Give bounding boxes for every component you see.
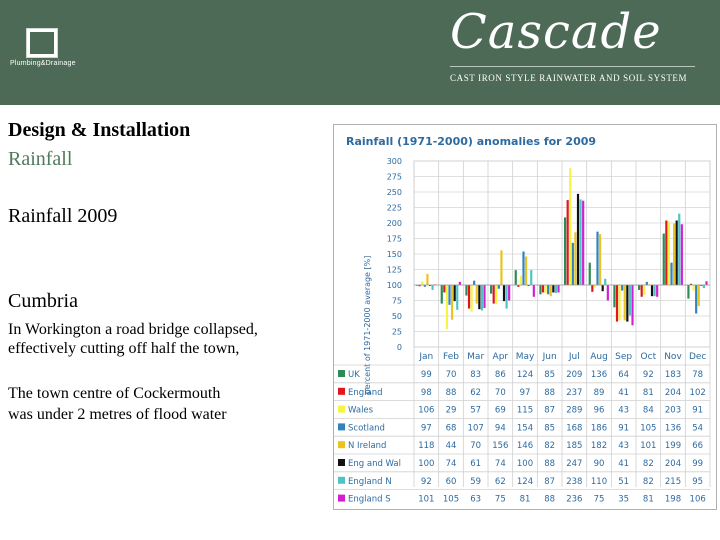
y-tick-label: 25 <box>391 327 402 337</box>
bar <box>421 281 423 285</box>
slide-title: Design & Installation <box>8 119 191 141</box>
table-cell: 75 <box>494 494 506 505</box>
region-heading: Cumbria <box>8 290 78 312</box>
table-cell: 54 <box>692 423 704 434</box>
table-cell: 70 <box>494 387 506 398</box>
y-tick-label: 225 <box>386 203 402 213</box>
y-tick-label: 100 <box>386 281 402 290</box>
table-cell: 81 <box>519 494 531 505</box>
table-cell: 35 <box>618 494 630 505</box>
table-cell: 236 <box>566 494 583 505</box>
legend-swatch <box>338 370 345 377</box>
brand-name: Cascade <box>450 4 662 60</box>
legend-swatch <box>338 406 345 413</box>
bar <box>493 285 495 304</box>
table-cell: 92 <box>642 370 654 380</box>
table-cell: 99 <box>692 459 704 469</box>
bar <box>580 199 582 285</box>
table-cell: 85 <box>544 423 556 434</box>
table-cell: 89 <box>593 387 605 398</box>
x-tick-label: Sep <box>615 352 633 362</box>
bar <box>668 221 670 285</box>
table-cell: 118 <box>418 441 435 452</box>
bar <box>520 276 522 285</box>
table-cell: 154 <box>516 423 534 434</box>
bar <box>522 252 524 285</box>
bar <box>542 285 544 292</box>
table-cell: 146 <box>516 441 534 452</box>
table-cell: 75 <box>593 494 605 505</box>
bar <box>547 285 549 294</box>
bar <box>591 285 593 292</box>
bar <box>670 263 672 285</box>
table-cell: 74 <box>445 459 457 469</box>
table-cell: 41 <box>618 387 630 398</box>
bar <box>468 285 470 309</box>
y-tick-label: 250 <box>386 188 402 197</box>
bar <box>643 285 645 295</box>
slide-subtitle: Rainfall <box>8 148 73 170</box>
bar <box>508 285 510 301</box>
bar <box>567 200 569 285</box>
table-cell: 124 <box>516 476 534 487</box>
bar <box>703 285 705 288</box>
bar <box>621 285 623 291</box>
y-tick-label: 300 <box>386 157 402 166</box>
bar <box>665 221 667 285</box>
legend-label: UK <box>348 370 360 380</box>
legend-label: England S <box>348 494 391 505</box>
bar <box>552 285 554 292</box>
bar <box>577 194 579 285</box>
table-cell: 68 <box>445 423 457 434</box>
y-tick-label: 75 <box>391 296 402 306</box>
bar <box>596 232 598 285</box>
table-cell: 88 <box>544 494 556 505</box>
section-heading: Rainfall 2009 <box>8 205 118 227</box>
legend-swatch <box>338 477 345 484</box>
bar <box>638 285 640 290</box>
table-cell: 124 <box>516 370 534 380</box>
table-cell: 70 <box>470 441 482 452</box>
table-cell: 98 <box>420 387 432 398</box>
table-cell: 203 <box>664 405 682 416</box>
y-tick-label: 125 <box>386 265 402 275</box>
table-cell: 115 <box>516 405 534 416</box>
legend-label: Scotland <box>348 423 385 434</box>
bar <box>564 217 566 285</box>
table-cell: 88 <box>544 459 556 469</box>
bar <box>555 285 557 293</box>
bar <box>456 285 458 310</box>
x-tick-label: Apr <box>492 352 509 362</box>
table-cell: 43 <box>618 405 630 416</box>
bar <box>490 285 492 294</box>
bar <box>663 234 665 285</box>
bar <box>498 285 500 289</box>
y-tick-label: 0 <box>396 343 402 352</box>
bar <box>604 279 606 285</box>
table-cell: 82 <box>642 459 654 469</box>
table-cell: 106 <box>418 405 435 416</box>
bar <box>582 201 584 285</box>
table-cell: 57 <box>470 405 482 416</box>
bar <box>626 285 628 322</box>
bar <box>525 256 527 285</box>
bar <box>656 285 658 297</box>
table-cell: 92 <box>420 476 432 487</box>
bar <box>681 224 683 285</box>
bar <box>478 285 480 309</box>
bar <box>569 168 571 285</box>
table-cell: 106 <box>689 494 706 505</box>
table-cell: 88 <box>544 387 556 398</box>
table-cell: 110 <box>590 476 608 487</box>
bar <box>687 285 689 299</box>
legend-swatch <box>338 459 345 466</box>
legend-swatch <box>338 423 345 430</box>
table-cell: 204 <box>664 459 682 469</box>
bar <box>533 285 535 297</box>
body-line-4: was under 2 metres of flood water <box>8 406 227 423</box>
table-cell: 136 <box>590 370 608 380</box>
body-line-3: The town centre of Cockermouth <box>8 385 221 402</box>
bar <box>654 285 656 296</box>
legend-swatch <box>338 495 345 502</box>
bar <box>631 285 633 325</box>
table-cell: 66 <box>692 441 704 452</box>
x-tick-label: Nov <box>664 352 682 362</box>
table-cell: 204 <box>664 387 682 398</box>
table-cell: 156 <box>492 441 509 452</box>
table-cell: 78 <box>692 370 704 380</box>
x-tick-label: May <box>515 352 535 362</box>
table-cell: 185 <box>566 441 583 452</box>
table-cell: 29 <box>445 405 457 416</box>
table-cell: 168 <box>566 423 583 434</box>
table-cell: 105 <box>640 423 657 434</box>
table-cell: 63 <box>470 494 482 505</box>
bar <box>705 281 707 285</box>
bar <box>572 243 574 285</box>
bar <box>503 285 505 301</box>
bar <box>613 285 615 307</box>
table-cell: 82 <box>544 441 556 452</box>
table-cell: 215 <box>664 476 682 487</box>
table-cell: 237 <box>566 387 583 398</box>
y-tick-label: 275 <box>386 172 402 182</box>
body-line-2: effectively cutting off half the town, <box>8 340 240 357</box>
x-tick-label: Oct <box>640 352 657 362</box>
y-tick-label: 150 <box>386 250 402 259</box>
x-tick-label: Jul <box>568 352 580 362</box>
bar <box>495 285 497 304</box>
bar <box>473 281 475 285</box>
table-cell: 97 <box>519 387 531 398</box>
bar <box>446 285 448 329</box>
table-cell: 182 <box>590 441 608 452</box>
x-tick-label: Dec <box>688 352 707 362</box>
bar <box>646 282 648 285</box>
bar <box>619 285 621 320</box>
legend-label: England <box>348 387 383 398</box>
bar <box>616 285 618 322</box>
bar <box>693 285 695 291</box>
legend-label: N Ireland <box>348 441 387 452</box>
x-tick-label: Jan <box>419 352 434 362</box>
table-cell: 87 <box>544 476 556 487</box>
body-line-1: In Workington a road bridge collapsed, <box>8 321 258 338</box>
chart-title: Rainfall (1971-2000) anomalies for 2009 <box>346 135 597 148</box>
table-cell: 100 <box>418 459 435 469</box>
bar <box>641 285 643 297</box>
bar <box>426 274 428 285</box>
bar <box>515 270 517 285</box>
table-cell: 90 <box>593 459 605 469</box>
bar <box>500 250 502 285</box>
table-cell: 199 <box>664 441 682 452</box>
table-cell: 96 <box>593 405 605 416</box>
y-tick-label: 200 <box>386 219 402 228</box>
table-cell: 62 <box>470 387 482 398</box>
table-cell: 60 <box>445 476 457 487</box>
table-cell: 59 <box>470 476 482 487</box>
legend-label: England N <box>348 476 392 487</box>
y-tick-label: 175 <box>386 234 402 244</box>
bar <box>607 285 609 301</box>
table-cell: 209 <box>566 370 583 380</box>
bar <box>443 285 445 292</box>
table-cell: 101 <box>418 494 435 505</box>
bar <box>441 285 443 304</box>
table-cell: 91 <box>692 405 704 416</box>
bar <box>599 234 601 285</box>
table-cell: 107 <box>467 423 484 434</box>
table-cell: 105 <box>442 494 460 505</box>
bar <box>530 270 532 285</box>
legend-label: Eng and Wal <box>348 459 401 469</box>
table-cell: 41 <box>618 459 630 469</box>
table-cell: 61 <box>470 459 482 469</box>
table-cell: 51 <box>618 476 630 487</box>
table-cell: 247 <box>566 459 583 469</box>
brand-divider <box>450 66 695 67</box>
bar <box>481 285 483 310</box>
table-cell: 88 <box>445 387 457 398</box>
table-cell: 91 <box>618 423 630 434</box>
table-cell: 64 <box>618 370 630 380</box>
table-cell: 74 <box>494 459 506 469</box>
table-cell: 97 <box>420 423 432 434</box>
table-cell: 102 <box>689 387 706 398</box>
table-cell: 43 <box>618 441 630 452</box>
table-cell: 95 <box>692 476 704 487</box>
table-cell: 81 <box>642 494 654 505</box>
x-tick-label: Jun <box>542 352 557 362</box>
table-cell: 198 <box>664 494 682 505</box>
table-cell: 289 <box>566 405 583 416</box>
x-tick-label: Aug <box>590 352 608 362</box>
table-cell: 70 <box>445 370 457 380</box>
rainfall-chart-panel <box>333 124 717 510</box>
header-banner <box>0 0 720 105</box>
bar <box>476 285 478 304</box>
table-cell: 100 <box>516 459 534 469</box>
bar <box>651 285 653 296</box>
table-cell: 44 <box>445 441 457 452</box>
rainfall-anomaly-chart <box>334 125 716 509</box>
bar <box>602 285 604 291</box>
table-cell: 101 <box>640 441 657 452</box>
bar <box>678 214 680 285</box>
bar <box>448 285 450 305</box>
x-tick-label: Mar <box>467 352 485 362</box>
table-cell: 82 <box>642 476 654 487</box>
bar <box>574 232 576 285</box>
bar <box>589 263 591 285</box>
bar <box>483 285 485 308</box>
bar <box>698 285 700 306</box>
x-tick-label: Feb <box>443 352 459 362</box>
bar <box>676 221 678 285</box>
table-cell: 238 <box>566 476 583 487</box>
y-tick-label: 50 <box>391 312 402 321</box>
bar <box>506 285 508 309</box>
logo-sub-text: Plumbing&Drainage <box>10 60 76 67</box>
table-cell: 85 <box>544 370 556 380</box>
table-cell: 99 <box>420 370 432 380</box>
table-cell: 81 <box>642 387 654 398</box>
bar <box>550 285 552 296</box>
table-cell: 94 <box>494 423 506 434</box>
table-cell: 62 <box>494 476 506 487</box>
table-cell: 183 <box>664 370 682 380</box>
table-cell: 136 <box>664 423 682 434</box>
bar <box>545 285 547 293</box>
bar <box>673 224 675 285</box>
bar <box>539 285 541 294</box>
table-cell: 84 <box>642 405 654 416</box>
bar <box>471 285 473 312</box>
bar <box>459 282 461 285</box>
table-cell: 83 <box>470 370 482 380</box>
bar <box>695 285 697 314</box>
bar <box>451 285 453 320</box>
table-cell: 87 <box>544 405 556 416</box>
brand-tagline: CAST IRON STYLE RAINWATER AND SOIL SYSTEM <box>450 73 688 83</box>
bar <box>624 285 626 320</box>
y-axis-label: percent of 1971-2000 average [%] <box>363 255 372 395</box>
bar <box>629 285 631 315</box>
legend-swatch <box>338 441 345 448</box>
brett-martin-logo-icon <box>26 28 58 58</box>
table-cell: 186 <box>590 423 608 434</box>
legend-swatch <box>338 388 345 395</box>
bar <box>465 285 467 296</box>
bar <box>432 285 434 290</box>
legend-label: Wales <box>348 405 374 416</box>
bar <box>454 285 456 301</box>
table-cell: 86 <box>494 370 506 380</box>
bar <box>557 285 559 292</box>
table-cell: 69 <box>494 405 506 416</box>
